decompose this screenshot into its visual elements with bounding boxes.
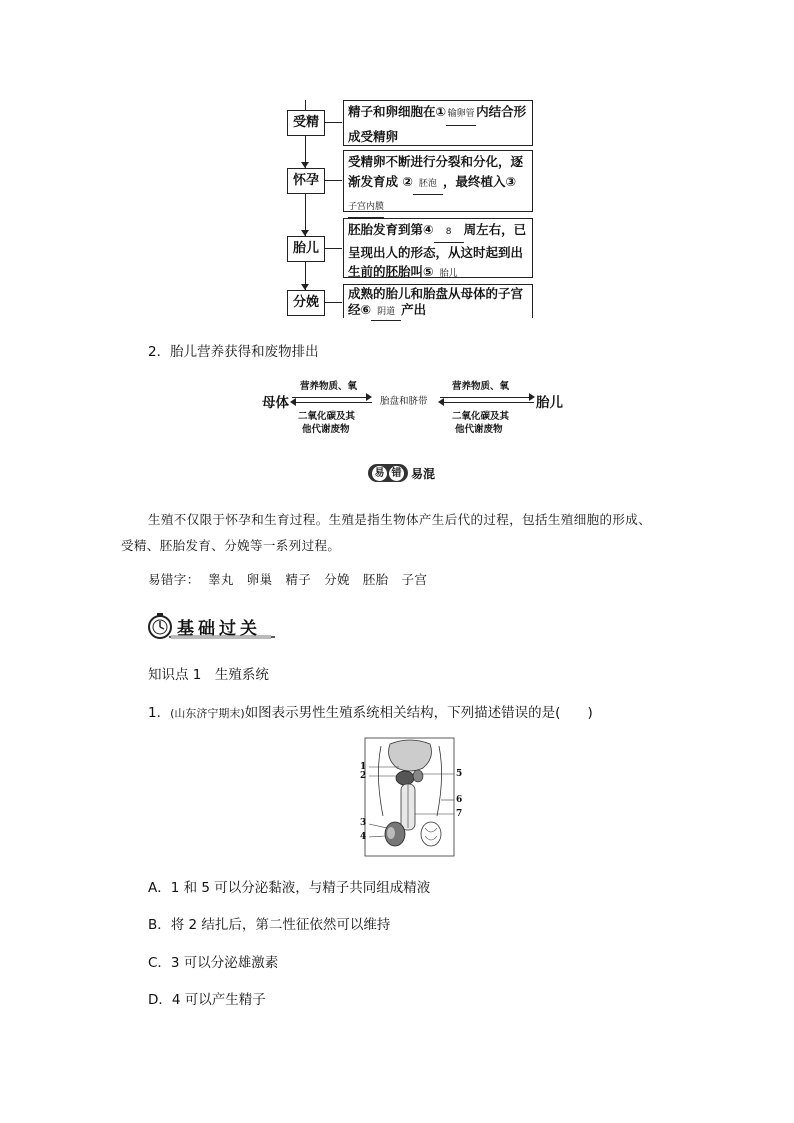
badge-pill — [368, 464, 408, 482]
label-bottom-left-2: 他代谢废物 — [302, 424, 350, 435]
node-mother: 母体 — [262, 395, 289, 411]
easy-error-badge — [368, 463, 435, 483]
figure-label-7: 7 — [456, 809, 463, 819]
node-placenta: 胎盘和脐带 — [380, 396, 428, 407]
arrow-line — [440, 397, 530, 398]
label-top-left: 营养物质、氧 — [300, 381, 358, 392]
label-bottom-right-2: 他代谢废物 — [455, 424, 503, 435]
option-b[interactable]: B．将 2 结扎后，第二性征依然可以维持 — [148, 917, 391, 933]
node-fetus: 胎儿 — [536, 395, 563, 411]
figure-label-3: 3 — [360, 818, 367, 828]
connector-line — [324, 248, 342, 249]
connector-line — [324, 180, 342, 181]
option-d[interactable]: D．4 可以产生精子 — [148, 992, 266, 1008]
easy-error-paragraph-1: 生殖不仅限于怀孕和生育过程。生殖是指生物体产生后代的过程，包括生殖细胞的形成、 — [148, 512, 652, 527]
question-text: 如图表示男性生殖系统相关结构，下列描述错误的是( ) — [244, 705, 593, 721]
stage-pregnancy: 怀孕 — [287, 168, 325, 194]
stage-pregnancy-desc: 受精卵不断进行分裂和分化，逐渐发育成 ② 胚泡 ，最终植入③子宫内膜 — [343, 150, 533, 212]
figure-label-1: 1 — [360, 762, 367, 772]
stage-fetus: 胎儿 — [287, 236, 325, 262]
male-reproductive-figure — [355, 736, 465, 858]
knowledge-heading: 知识点 1 生殖系统 — [148, 667, 269, 683]
stage-delivery-desc: 成熟的胎儿和胎盘从母体的子宫经⑥ 阴道 产出 — [343, 284, 533, 318]
stage-fertilization-desc: 精子和卵细胞在①输卵管 内结合形成受精卵 — [343, 100, 533, 146]
question-stem — [148, 701, 593, 721]
label-top-right: 营养物质、氧 — [452, 381, 510, 392]
arrow-left-icon — [438, 398, 444, 406]
connector-line — [324, 122, 342, 123]
arrow-line — [444, 402, 534, 403]
figure-label-4: 4 — [360, 832, 367, 842]
connector-line — [324, 302, 342, 303]
question-source: (山东济宁期末) — [170, 707, 245, 720]
label-bottom-right-1: 二氧化碳及其 — [452, 411, 510, 422]
figure-label-6: 6 — [456, 795, 463, 805]
section-heading-nutrition: 2．胎儿营养获得和废物排出 — [148, 344, 319, 360]
easy-error-typo-line: 易错字： 睾丸 卵巢 精子 分娩 胚胎 子宫 — [148, 572, 428, 587]
figure-label-2: 2 — [360, 771, 367, 781]
arrow-right-icon — [366, 393, 372, 401]
stage-delivery: 分娩 — [287, 290, 325, 316]
label-bottom-left-1: 二氧化碳及其 — [298, 411, 356, 422]
stage-fetus-desc: 胚胎发育到第④ 8 周左右，已呈现出人的形态，从这时起到出生前的胚胎叫⑤ 胎儿 — [343, 218, 533, 278]
badge-char-1: 易 — [372, 466, 387, 481]
section-banner-basics — [145, 612, 275, 640]
badge-text: 易混 — [411, 466, 436, 481]
arrow-right-icon — [529, 393, 535, 401]
figure-label-5: 5 — [456, 769, 463, 779]
easy-error-paragraph-2: 受精、胚胎发育、分娩等一系列过程。 — [121, 538, 341, 553]
question-number: 1． — [148, 705, 171, 721]
arrow-left-icon — [290, 398, 296, 406]
option-a[interactable]: A．1 和 5 可以分泌黏液，与精子共同组成精液 — [148, 880, 431, 896]
arrow-line — [292, 402, 372, 403]
option-c[interactable]: C．3 可以分泌雄激素 — [148, 955, 279, 971]
badge-char-2: 错 — [389, 466, 404, 481]
arrow-line — [292, 397, 366, 398]
stage-fertilization: 受精 — [287, 110, 325, 136]
male-reproductive-diagram — [355, 736, 465, 858]
banner-title: 基础过关 — [177, 619, 261, 639]
